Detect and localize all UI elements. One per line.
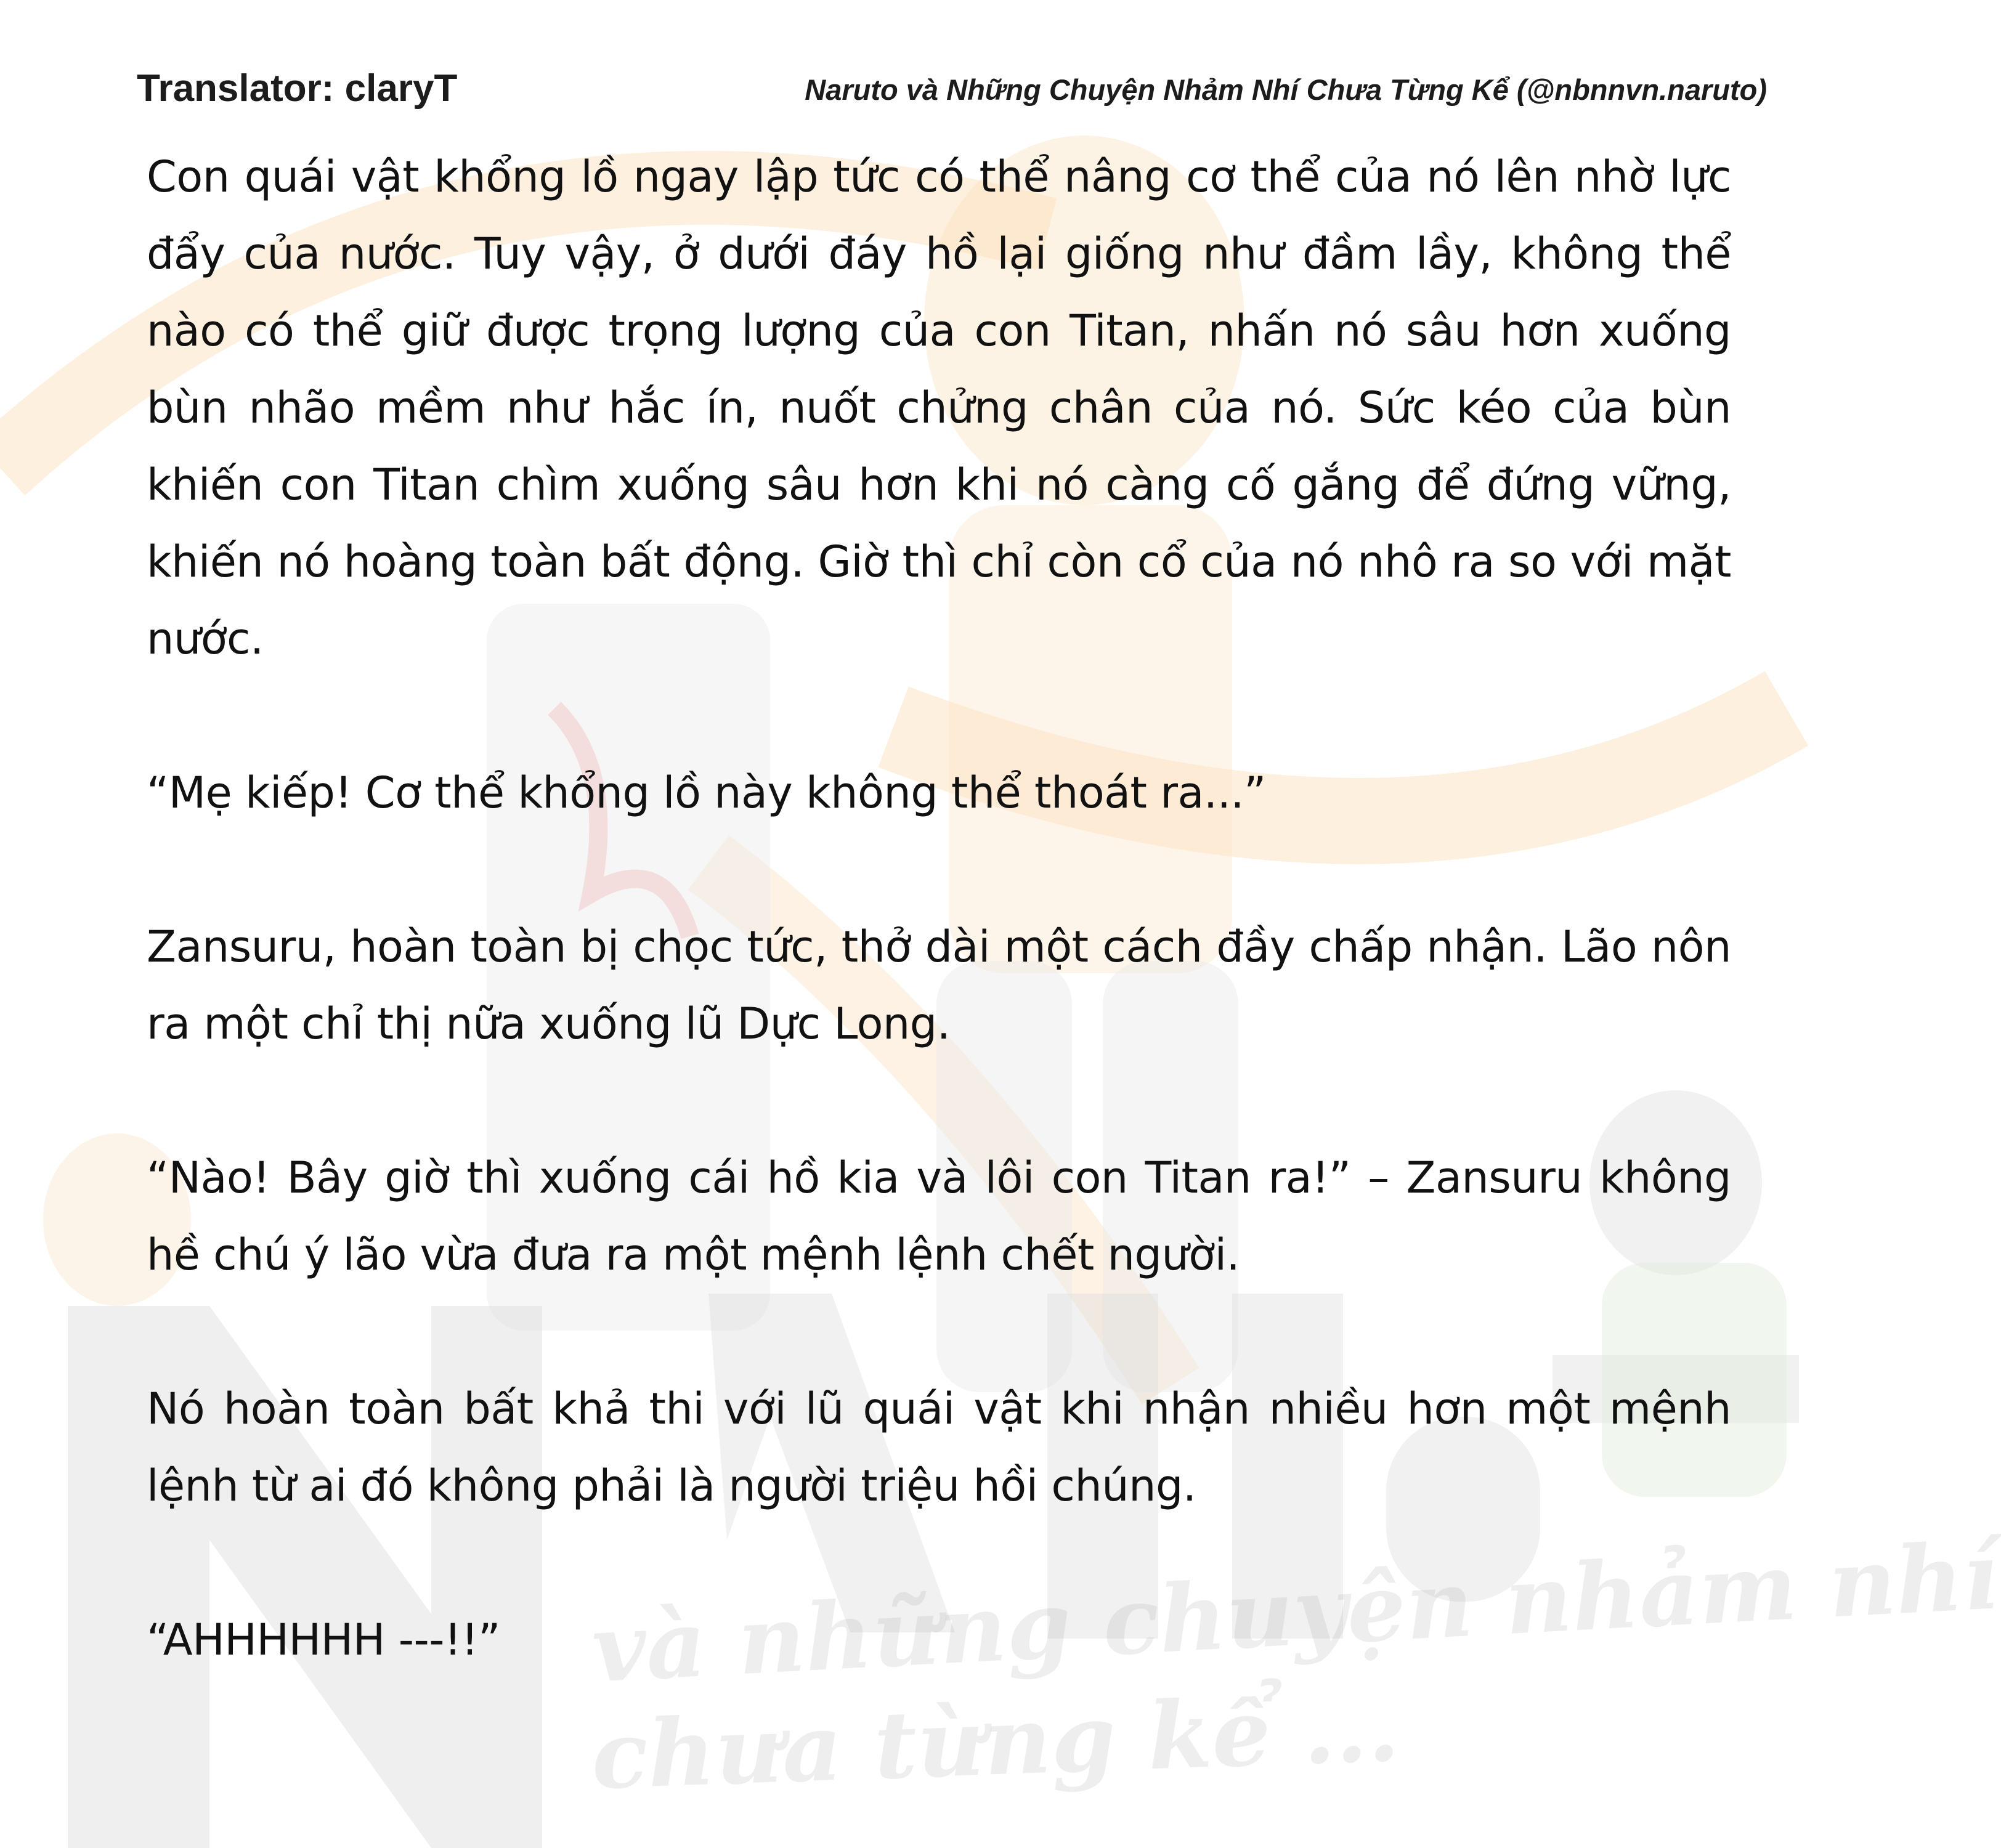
paragraph-narration-2: Zansuru, hoàn toàn bị chọc tức, thở dài một cách đầy chấp nhận. Lão nôn ra một chỉ thị nữa xuống lũ Dực Long.	[147, 922, 1731, 1049]
paragraph-dialogue-1: “Mẹ kiếp! Cơ thể khổng lồ này không thể thoát ra...”	[147, 768, 1266, 818]
watermark-script-line-1: và những chuyện nhảm nhí	[589, 1522, 2001, 1704]
series-title: Naruto và Những Chuyện Nhảm Nhí Chưa Từng Kể (@nbnnvn.naruto)	[805, 73, 1767, 106]
paragraph-narration-1: Con quái vật khổng lồ ngay lập tức có thể nâng cơ thể của nó lên nhờ lực đẩy của nước. Tuy vậy, ở dưới đáy hồ lại giống như đầm lầy, không thể nào có thể giữ được trọng lượng của con Titan, nhấn nó sâu hơn xuống bùn nhão mềm như hắc ín, nuốt chửng chân của nó. Sức kéo của bùn khiến con Titan chìm xuống sâu hơn khi nó càng cố gắng để đứng vững, khiến nó hoàng toàn bất động. Giờ thì chỉ còn cổ của nó nhô ra so với mặt nước.	[147, 152, 1731, 664]
paragraph-dialogue-3: “AHHHHHH ---!!”	[147, 1615, 500, 1665]
paragraph-dialogue-2: “Nào! Bây giờ thì xuống cái hồ kia và lôi con Titan ra!” – Zansuru không hề chú ý lão vừa đưa ra một mệnh lệnh chết người.	[147, 1153, 1731, 1280]
paragraph-narration-3: Nó hoàn toàn bất khả thi với lũ quái vật khi nhận nhiều hơn một mệnh lệnh từ ai đó không phải là người triệu hồi chúng.	[147, 1384, 1731, 1511]
watermark-script-line-2: chưa từng kể ...	[590, 1674, 1402, 1810]
story-body	[147, 139, 1731, 1679]
translator-credit: Translator: claryT	[137, 67, 458, 110]
page-header	[0, 0, 1848, 142]
